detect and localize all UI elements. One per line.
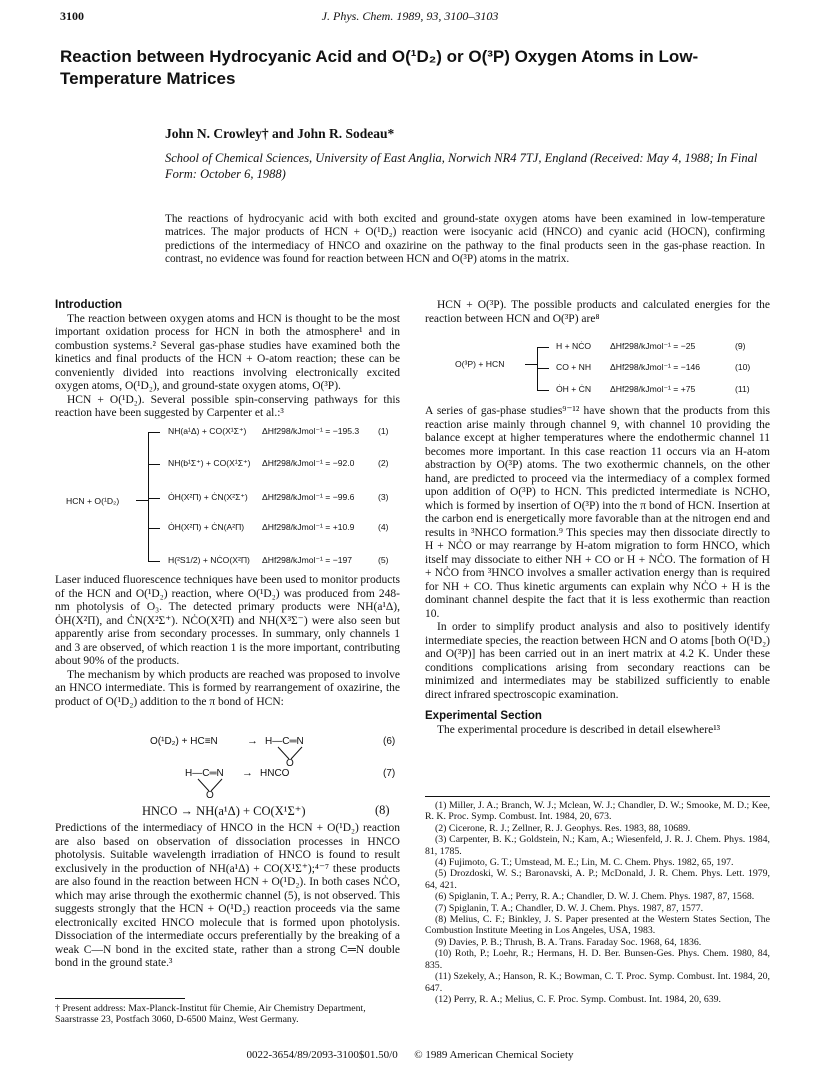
- left-column-bottom: [55, 822, 400, 971]
- scheme1-products: H(²S1/2) + NĊO(X²Π): [168, 555, 250, 565]
- reference-item: (8) Melius, C. F.; Binkley, J. S. Paper presented at the Western States Section, The Combustion Institute Meeting in Los Angeles, USA, 1983.: [425, 914, 770, 937]
- scheme1-row: [168, 426, 246, 437]
- scheme2-energy: ΔHf298/kJmol⁻¹ = −25: [610, 341, 696, 351]
- scheme1-products: NH(b¹Σ⁺) + CO(X¹Σ⁺): [168, 458, 251, 468]
- reference-item: (11) Szekely, A.; Hanson, R. K.; Bowman, C. T. Proc. Symp. Combust. Int. 1984, 20, 647.: [425, 971, 770, 994]
- lif-paragraph: Laser induced fluorescence techniques have been used to monitor products of the HCN and O(¹D₂) reaction, where O(¹D₂) was produced from 248-nm photolysis of O₃. The detected primary products were NH(a¹Δ), ȮH(X²Π), and ĊN(X²Σ⁺). NĊO(X²Π) and NH(X³Σ⁻) were also seen but apparently arise from secondary processes. In summary, only channels 1 and 3 are observed, of which reaction 1 is the more important, contributing about 90% of the products.: [55, 574, 400, 667]
- scheme1-reactant: HCN + O(¹D₂): [66, 496, 120, 506]
- scheme1-tick: [148, 464, 160, 465]
- scheme1-bracket: [148, 432, 149, 562]
- eq7-number: (7): [383, 768, 396, 779]
- reference-item: (3) Carpenter, B. K.; Goldstein, N.; Kam, A.; Wiesenfeld, J. R. J. Chem. Phys. 1984, 81, 1785.: [425, 834, 770, 857]
- scheme1-eq-number: (5): [378, 555, 389, 565]
- scheme2-eq-number: (10): [735, 362, 751, 372]
- eq6-rhs: H—C═N: [265, 736, 304, 747]
- hnco-photolysis-paragraph: Predictions of the intermediacy of HNCO in the HCN + O(¹D₂) reaction are also based on observation of dissociation processes in HNCO photolysis. Suitable wavelength irradiation of HNCO is found to result exclusively in the production of NH(a¹Δ) + CO(X¹Σ⁺);⁴⁻⁷ these products are also found in the reaction between HCN + O(¹D₂). In both cases NĊO, which may arise through the exothermic channel (5), is not observed. This suggests strongly that the HCN + O(¹D₂) reaction proceeds via the same electronically excited HNCO molecule that is formed upon photolysis. Dissociation of the intermediate occurs preferentially by the breaking of a weak C—N bond in the excited state, rather than a strong C═N double bond in the ground state.³: [55, 822, 400, 969]
- journal-citation: J. Phys. Chem. 1989, 93, 3100–3103: [321, 9, 499, 23]
- scheme1-eq-number: (2): [378, 458, 389, 468]
- scheme1-eq-number: (1): [378, 426, 389, 436]
- scheme1-tick: [148, 432, 160, 433]
- scheme2-input-line: [525, 364, 537, 365]
- eq7-oxygen: O: [206, 790, 214, 801]
- reference-item: (5) Drozdoski, W. S.; Baronavski, A. P.; McDonald, J. R. Chem. Phys. Lett. 1979, 64, 421.: [425, 868, 770, 891]
- page-number: 3100: [60, 9, 84, 23]
- scheme1-products: ȮH(X²Π) + ĊN(A²Π): [168, 522, 245, 532]
- scheme1-eq-number: (3): [378, 492, 389, 502]
- o3p-intro-paragraph: HCN + O(³P). The possible products and calculated energies for the reaction between HCN and O(³P) are⁸: [425, 299, 770, 325]
- scheme1-tick: [148, 561, 160, 562]
- scheme2-reactant: O(³P) + HCN: [455, 359, 505, 369]
- reference-item: (7) Spiglanin, T. A.; Chandler, D. W. J. Chem. Phys. 1987, 87, 1577.: [435, 902, 704, 914]
- footnote-rule: [55, 998, 185, 999]
- reference-item: (10) Roth, P.; Loehr, R.; Hermans, H. D. Ber. Bunsen-Ges. Phys. Chem. 1980, 84, 835.: [425, 948, 770, 971]
- references: [425, 800, 770, 1005]
- eq6-oxygen: O: [286, 758, 294, 769]
- running-header: [0, 9, 820, 29]
- references-rule: [425, 796, 770, 797]
- scheme2-tick: [537, 368, 549, 369]
- mechanism-paragraph: The mechanism by which products are reached was proposed to involve an HNCO intermediate. This is formed by rearrangement of oxazirine, the product of O(¹D₂) addition to the π bond of HCN:: [55, 668, 400, 708]
- right-column-top: [425, 299, 770, 326]
- eq7-rhs: HNCO: [260, 768, 290, 779]
- scheme2-energy: ΔHf298/kJmol⁻¹ = −146: [610, 362, 701, 372]
- scheme1-energy: ΔHf298/kJmol⁻¹ = +10.9: [262, 522, 355, 532]
- eq8: HNCO → NH(a¹Δ) + CO(X¹Σ⁺): [142, 804, 306, 818]
- reference-item: (1) Miller, J. A.; Branch, W. J.; Mclean, W. J.; Chandler, D. W.; Smooke, M. D.; Kee, R. K. Proc. Symp. Combust. Int. 1984, 20, 673.: [425, 800, 770, 823]
- scheme1-energy: ΔHf298/kJmol⁻¹ = −197: [262, 555, 353, 565]
- experimental-heading: Experimental Section: [425, 710, 542, 722]
- affiliation: School of Chemical Sciences, University of East Anglia, Norwich NR4 7TJ, England (Received: May 4, 1988; In Final Form: October 6, 1988): [165, 151, 758, 181]
- intro-paragraph-2: HCN + O(¹D₂). Several possible spin-conserving pathways for this reaction have been suggested by Carpenter et al.:³: [55, 393, 400, 419]
- eq7-arrow: →: [242, 767, 253, 779]
- right-column-mid: [425, 405, 770, 737]
- footnote: † Present address: Max-Planck-Institut für Chemie, Air Chemistry Department, Saarstrasse 23, Postfach 3060, D-6500 Mainz, West Germany.: [55, 1003, 366, 1026]
- abstract: The reactions of hydrocyanic acid with both excited and ground-state oxygen atoms have been examined in low-temperature matrices. The major products of HCN + O(¹D₂) reaction were isocyanic acid (HNCO) and cyanic acid (HOCN), confirming predictions of the intermediacy of HNCO and oxazirine on the pathway to the final products seen in the gas-phase reaction. In contrast, no evidence was found for reaction between HCN and O(³P) atoms in the matrix.: [165, 213, 765, 266]
- scheme1-energy: ΔHf298/kJmol⁻¹ = −195.3: [262, 426, 360, 436]
- article-code: 0022-3654/89/2093-3100$01.50/0: [246, 1049, 398, 1061]
- scheme1-energy: ΔHf298/kJmol⁻¹ = −92.0: [262, 458, 355, 468]
- scheme2-products: ȮH + ĊN: [556, 384, 592, 394]
- scheme1-products: ȮH(X²Π) + ĊN(X²Σ⁺): [168, 492, 248, 502]
- eq7-lhs: H—C═N: [185, 768, 224, 779]
- scheme2-eq-number: (9): [735, 341, 746, 351]
- left-column-top: [55, 299, 400, 421]
- scheme1-eq-number: (4): [378, 522, 389, 532]
- scheme2-eq-number: (11): [735, 384, 750, 394]
- left-column-mid: [55, 574, 400, 709]
- page-footer: [0, 1049, 820, 1061]
- scheme1-tick: [148, 528, 160, 529]
- matrix-paragraph: In order to simplify product analysis and also to positively identify intermediate species, the reaction between HCN and O atoms [both O(¹D₂) and O(³P)] has been carried out in an inert matrix at 4.2 K. Under these conditions complications arising from secondary reactions can be minimized and intermediates may be stabilized sufficiently to enable direct infrared spectroscopic examination.: [425, 621, 770, 701]
- introduction-heading: Introduction: [55, 299, 123, 311]
- scheme2-energy: ΔHf298/kJmol⁻¹ = +75: [610, 384, 696, 394]
- experimental-paragraph: The experimental procedure is described in detail elsewhere¹³: [437, 723, 721, 736]
- eq6-number: (6): [383, 736, 396, 747]
- intro-paragraph-1: The reaction between oxygen atoms and HCN is thought to be the most important oxidation process for HCN in both the atmosphere¹ and in combustion systems.² Several gas-phase studies have examined both the kinetics and final products of the HCN + O-atom reaction; these can be conveniently divided into reactions involving electronically excited oxygen atoms, O(¹D₂), and ground-state oxygen atoms, O(³P).: [55, 312, 400, 392]
- scheme1-products: NH(a¹Δ) + CO(X¹Σ⁺): [168, 426, 247, 436]
- article-title: Reaction between Hydrocyanic Acid and O(¹D₂) or O(³P) Oxygen Atoms in Low-Temperature Matrices: [60, 47, 699, 88]
- scheme1-energy: ΔHf298/kJmol⁻¹ = −99.6: [262, 492, 355, 502]
- reference-item: (2) Cicerone, R. J.; Zellner, R. J. Geophys. Res. 1983, 88, 10689.: [435, 822, 691, 834]
- reference-item: (9) Davies, P. B.; Thrush, B. A. Trans. Faraday Soc. 1968, 64, 1836.: [435, 936, 702, 948]
- scheme1-input-line: [136, 500, 148, 501]
- scheme2-products: CO + NH: [556, 362, 592, 372]
- reference-item: (6) Spiglanin, T. A.; Perry, R. A.; Chandler, D. W. J. Chem. Phys. 1987, 87, 1568.: [435, 891, 755, 903]
- scheme1-tick: [148, 498, 160, 499]
- authors: John N. Crowley† and John R. Sodeau*: [165, 126, 395, 141]
- eq6-lhs: O(¹D₂) + HC≡N: [150, 736, 218, 747]
- reference-item: (4) Fujimoto, G. T.; Umstead, M. E.; Lin, M. C. Chem. Phys. 1982, 65, 197.: [435, 857, 734, 869]
- scheme2-products: H + NĊO: [556, 341, 592, 351]
- scheme2-tick: [537, 390, 549, 391]
- scheme2-tick: [537, 347, 549, 348]
- reference-item: (12) Perry, R. A.; Melius, C. F. Proc. Symp. Combust. Int. 1984, 20, 639.: [435, 993, 721, 1005]
- eq8-number: (8): [375, 803, 390, 817]
- copyright: © 1989 American Chemical Society: [414, 1049, 574, 1061]
- eq6-arrow: →: [247, 735, 258, 747]
- gas-phase-paragraph: A series of gas-phase studies⁹⁻¹² have shown that the products from this reaction arise mainly through channel 9, with channel 10 providing the balance except at higher temperatures where the endothermic channel 11 becomes more important. In this case reaction 11 occurs via an H-atom abstraction by O(³P) atoms. The two exothermic channels, on the other hand, are predicted to proceed via the intermediacy of a complex formed upon addition of O(³P) to HCN. This predicted intermediate is NCHO, which is formed by insertion of O(³P) into the π bond of HCN. Insertion at the carbon end is energetically more favorable than at the nitrogen end and results in ³NHCO formation.⁹ This species may then dissociate directly to H + NĊO or may rearrange by H-atom migration to form HNCO, which itself may dissociate to either NH + CO or H + NĊO. The formation of H + NĊO from ³HNCO involves a smaller activation energy than is required for NH + CO. Thus kinetic arguments can explain why NĊO + H is the dominant channel despite the fact that it is less exothermic than reaction 10.: [425, 405, 770, 620]
